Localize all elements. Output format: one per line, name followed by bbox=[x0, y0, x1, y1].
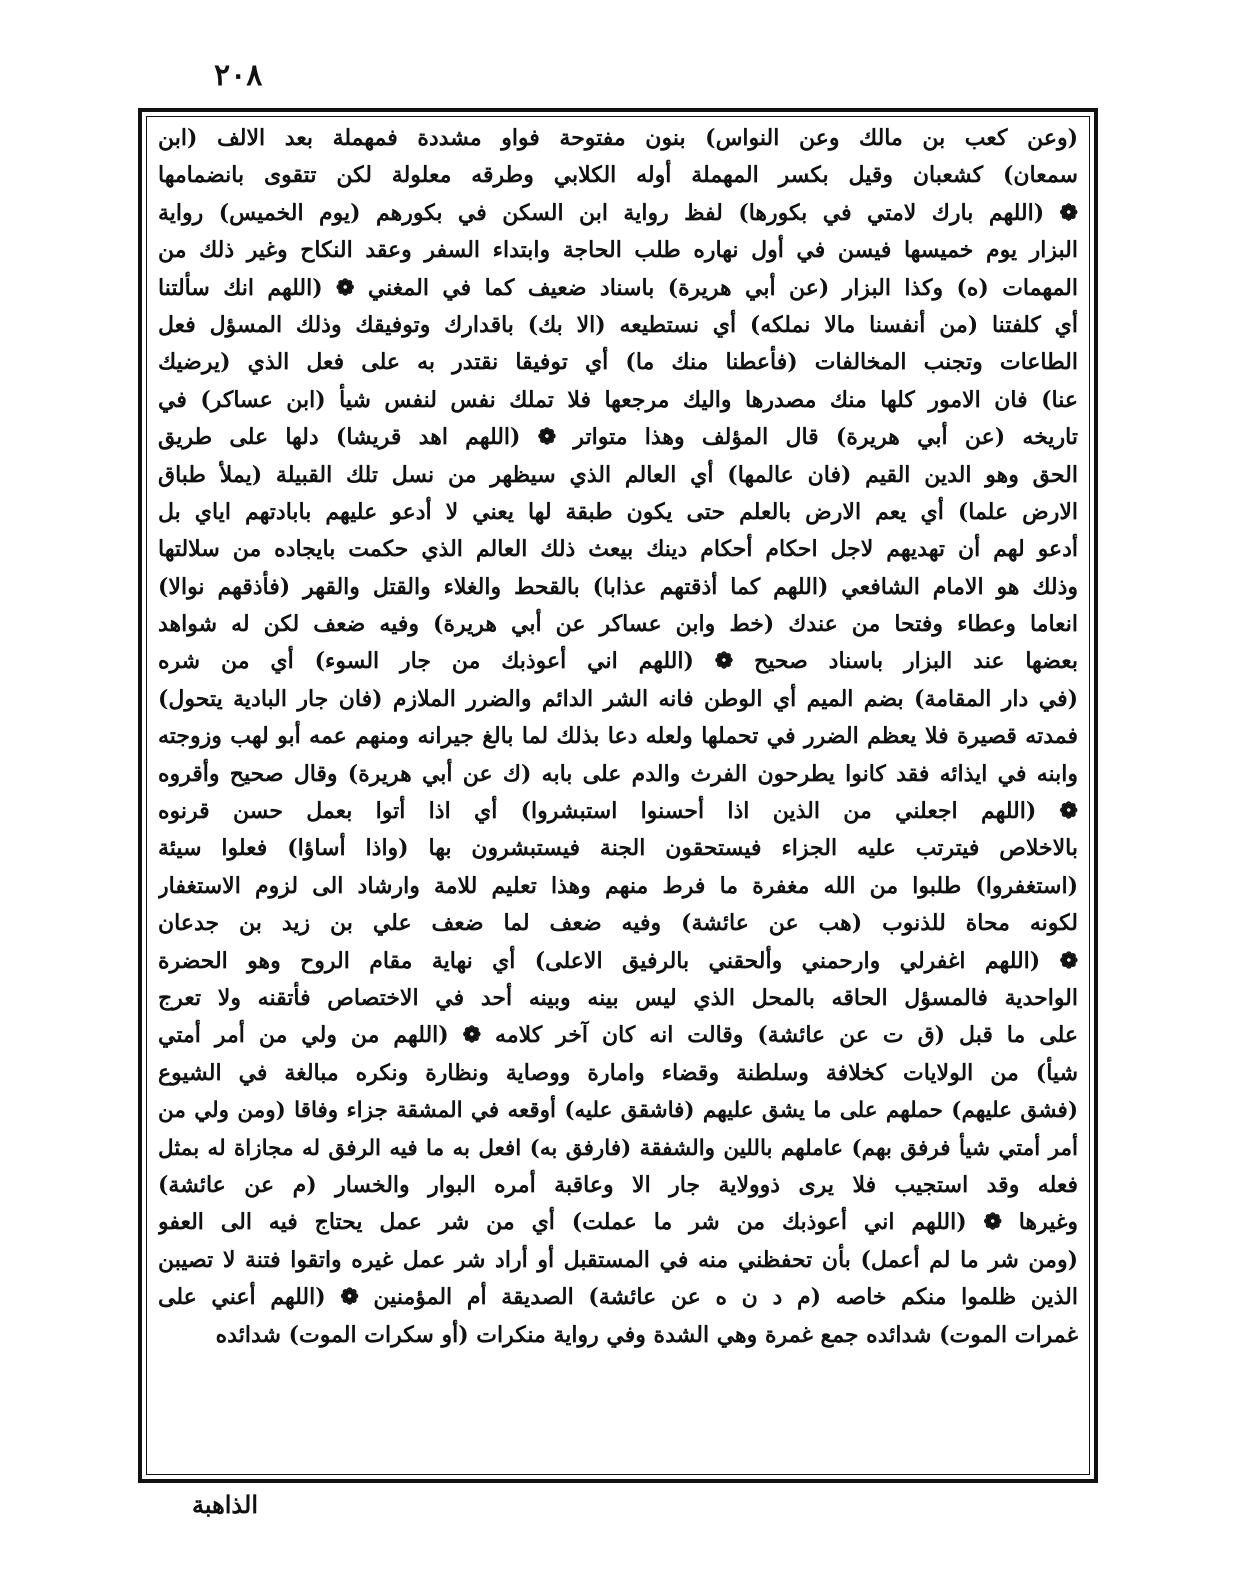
text-line: بالاخلاص فيترتب عليه الجزاء فيستحقون الجنة فيستبشرون بها (واذا أساؤا) فعلوا سيئة bbox=[158, 835, 1078, 862]
text-line: (في دار المقامة) بضم الميم أي الوطن فانه الشر الدائم والضرر الملازم (فان جار البادية يتحول) bbox=[158, 685, 1078, 712]
text-line: لكونه محاة للذنوب (هب عن عائشة) وفيه ضعف لما ضعف علي بن زيد بن جدعان bbox=[158, 910, 1078, 937]
text-line: وغيرها ❁ (اللهم اني أعوذبك من شر ما عملت) أي من شر عمل يحتاج فيه الى العفو bbox=[158, 1209, 1078, 1236]
text-line: ❁ (اللهم اجعلني من الذين اذا أحسنوا استبشروا) أي اذا أتوا بعمل حسن قرنوه bbox=[158, 798, 1078, 825]
text-line: ❁ (اللهم اغفرلي وارحمني وألحقني بالرفيق الاعلى) أي نهاية مقام الروح وهو الحضرة bbox=[158, 947, 1078, 974]
text-line: بعضها عند البزار باسناد صحيح ❁ (اللهم اني أعوذبك من جار السوء) أي من شره bbox=[158, 648, 1078, 675]
text-line: على ما قبل (ق ت عن عائشة) وقالت انه كان آخر كلامه ❁ (اللهم من ولي من أمر أمتي bbox=[158, 1022, 1078, 1049]
text-line: البزار يوم خميسها فيسن في أول نهاره طلب الحاجة وابتداء السفر وعقد النكاح وغير ذلك من bbox=[158, 237, 1078, 264]
text-line: الطاعات وتجنب المخالفات (فأعطنا منك ما) أي توفيقا نقتدر به على فعل الذي (يرضيك bbox=[158, 349, 1078, 376]
text-line: (فشق عليهم) حملهم على ما يشق عليهم (فاشقق عليه) أوقعه في المشقة جزاء وفاقا (ومن ولي من bbox=[158, 1098, 1078, 1124]
text-line: انعاما وعطاء وفتحا من عندك (خط وابن عساكر عن أبي هريرة) وفيه ضعف لكن له شواهد bbox=[158, 611, 1078, 638]
text-line: شيأ) من الولايات كخلافة وسلطنة وقضاء وامارة ووصاية ونظارة ونكره مبالغة في الشيوع bbox=[158, 1059, 1078, 1086]
text-line: وذلك هو الامام الشافعي (اللهم كما أذقتهم عذابا) بالقحط والغلاء والقتل والقهر (فأذقهم نوالا) bbox=[158, 573, 1078, 600]
text-line: تاريخه (عن أبي هريرة) قال المؤلف وهذا متواتر ❁ (اللهم اهد قريشا) دلها على طريق bbox=[158, 424, 1078, 451]
text-line: فمدته قصيرة فلا يعظم الضرر في تحملها ولعله دعا بذلك لما بالغ جيرانه ومنهم عمه أبو لهب وزوجته bbox=[158, 723, 1078, 750]
text-line: أدعو لهم أن تهديهم لاجل احكام أحكام دينك بيعث ذلك العالم الذي حكمت بايجاده من سلالتها bbox=[158, 536, 1078, 563]
text-line: (وعن كعب بن مالك وعن النواس) بنون مفتوحة فواو مشددة فمهملة بعد الالف (ابن bbox=[158, 125, 1078, 151]
text-line: أي كلفتنا (من أنفسنا مالا نملكه) أي نستطيعه (الا بك) باقدارك وتوفيقك وذلك المسؤل فعل bbox=[158, 311, 1078, 338]
text-line: الارض علما) أي يعم الارض بالعلم حتى يكون طبقة لها يعني لا أدعو عليهم بابادتهم اياي بل bbox=[158, 498, 1078, 525]
text-line: الحق وهو الدين القيم (فان عالمها) أي العالم الذي سيظهر من نسل تلك القبيلة (يملأ طباق bbox=[158, 461, 1078, 488]
text-line: غمرات الموت) شدائده جمع غمرة وهي الشدة وفي رواية منكرات (أو سكرات الموت) شدائده bbox=[215, 1321, 1078, 1348]
text-line: (استغفروا) طلبوا من الله مغفرة ما فرط منهم وهذا تعليم للامة وارشاد الى لزوم الاستغفار bbox=[158, 872, 1078, 899]
text-line: فعله وقد استجيب فلا يرى ذوولاية جار الا وعاقبة أمره البوار والخسار (م عن عائشة) bbox=[158, 1171, 1078, 1198]
text-body bbox=[158, 120, 1078, 1470]
text-line: أمر أمتي شيأ فرفق بهم) عاملهم باللين والشفقة (فارفق به) افعل به ما فيه الرفق له مجازاة له بمثل bbox=[158, 1135, 1078, 1161]
text-line: المهمات (ه) وكذا البزار (عن أبي هريرة) باسناد ضعيف كما في المغني ❁ (اللهم انك سألتنا bbox=[158, 274, 1078, 301]
text-line: الذين ظلموا منكم خاصه (م د ن ه عن عائشة) الصديقة أم المؤمنين ❁ (اللهم أعني على bbox=[158, 1284, 1078, 1311]
catchword: الذاهبة bbox=[192, 1490, 259, 1519]
text-line: (ومن شر ما لم أعمل) بأن تحفظني منه في المستقبل أو أراد شر عمل غيره واتقوا فتنة لا تصيبن bbox=[158, 1246, 1078, 1273]
text-line: سمعان) كشعبان وقيل بكسر المهملة أوله الكلابي وطرقه معلولة لكن تتقوى بانضمامها bbox=[158, 162, 1078, 189]
text-line: ❁ (اللهم بارك لامتي في بكورها) لفظ رواية ابن السكن في بكورهم (يوم الخميس) رواية bbox=[158, 199, 1078, 226]
text-line: الواحدية فالمسؤل الحاقه بالمحل الذي ليس بينه وبينه أحد في الاختصاص فأتقنه ولا تعرج bbox=[158, 984, 1078, 1011]
text-line: عنا) فان الامور كلها منك مصدرها واليك مرجعها فلا تملك نفس لنفس شيأ (ابن عساكر) في bbox=[158, 386, 1078, 413]
text-line: وابنه في ايذائه فقد كانوا يطرحون الفرث والدم على بابه (ك عن أبي هريرة) وقال صحيح وأقروه bbox=[158, 760, 1078, 787]
page-number: ٢٠٨ bbox=[214, 58, 263, 93]
